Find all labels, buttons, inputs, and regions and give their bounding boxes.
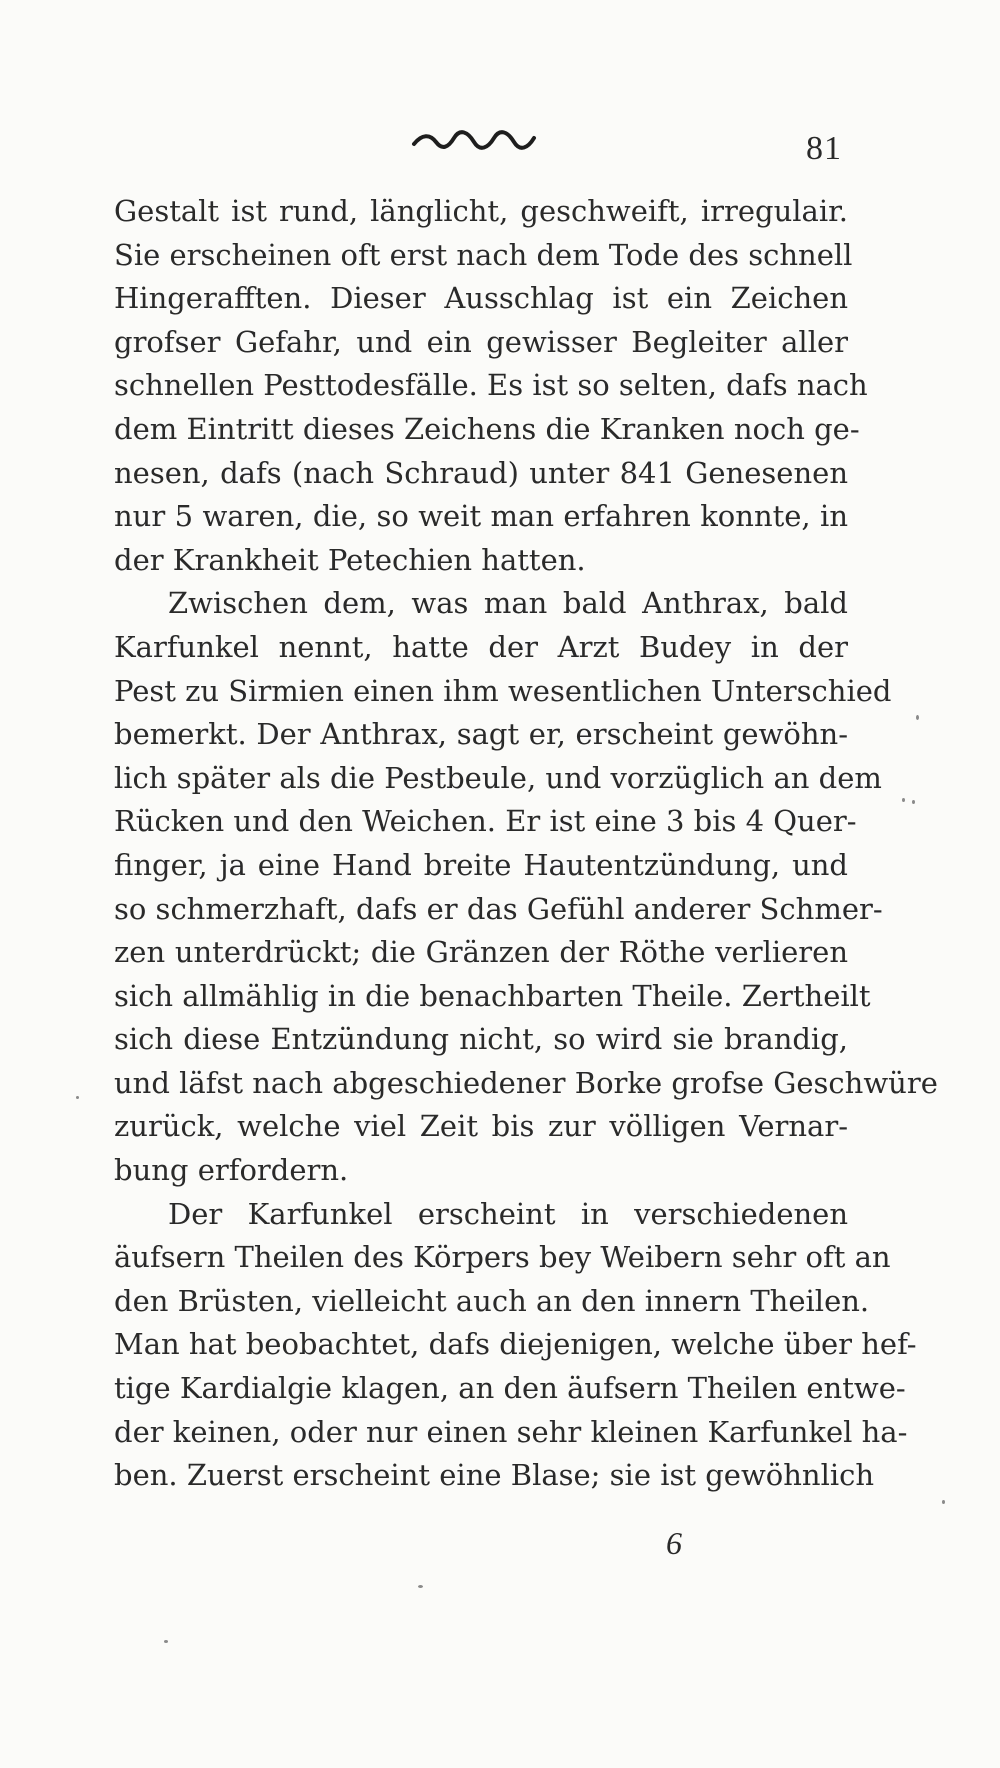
text-line: grofser Gefahr, und ein gewisser Begleiter aller [114, 324, 848, 359]
text-line: dem Eintritt dieses Zeichens die Kranken noch ge- [114, 411, 860, 446]
text-line: so schmerzhaft, dafs er das Gefühl anderer Schmer- [114, 891, 883, 926]
text-line: bung erfordern. [114, 1153, 349, 1188]
paper-speck [942, 1500, 945, 1504]
text-line: sich diese Entzündung nicht, so wird sie brandig, [114, 1022, 848, 1057]
text-line: sich allmählig in die benachbarten Theile. Zertheilt [114, 978, 871, 1013]
paper-speck [76, 1096, 79, 1099]
text-line: ben. Zuerst erscheint eine Blase; sie ist gewöhnlich [114, 1458, 875, 1493]
text-line: Gestalt ist rund, länglicht, geschweift, irregulair. [114, 194, 848, 228]
text-line: tige Kardialgie klagen, an den äufsern Theilen entwe- [114, 1371, 906, 1406]
text-line: Zwischen dem, was man bald Anthrax, bald [168, 586, 848, 621]
text-line: bemerkt. Der Anthrax, sagt er, erscheint gewöhn- [114, 717, 848, 752]
text-line: der Krankheit Petechien hatten. [114, 542, 586, 577]
signature-mark: 6 [666, 1525, 682, 1561]
text-line: nesen, dafs (nach Schraud) unter 841 Genesenen [114, 455, 848, 490]
text-line: Man hat beobachtet, dafs diejenigen, welche über hef- [114, 1327, 917, 1362]
paper-speck [902, 798, 905, 802]
wave-ornament-icon [410, 128, 550, 152]
paper-speck [164, 1640, 168, 1643]
text-line: Der Karfunkel erscheint in verschiedenen [168, 1196, 848, 1231]
paper-speck [418, 1585, 423, 1588]
paper-speck [916, 715, 919, 720]
text-line: zen unterdrückt; die Gränzen der Röthe verlieren [114, 935, 848, 970]
text-line: Rücken und den Weichen. Er ist eine 3 bis 4 Quer- [114, 804, 857, 839]
text-line: Karfunkel nennt, hatte der Arzt Budey in der [114, 629, 848, 664]
page-number: 81 [806, 130, 842, 167]
text-line: und läfst nach abgeschiedener Borke grofse Geschwüre [114, 1065, 938, 1100]
text-line: lich später als die Pestbeule, und vorzüglich an dem [114, 760, 882, 795]
text-line: Sie erscheinen oft erst nach dem Tode des schnell [114, 237, 853, 272]
body-text [114, 190, 938, 1498]
text-line: finger, ja eine Hand breite Hautentzündung, und [114, 847, 848, 882]
text-line: Pest zu Sirmien einen ihm wesentlichen Unterschied [114, 673, 892, 708]
text-line: der keinen, oder nur einen sehr kleinen Karfunkel ha- [114, 1414, 908, 1449]
text-line: den Brüsten, vielleicht auch an den innern Theilen. [114, 1283, 870, 1318]
text-line: Hingerafften. Dieser Ausschlag ist ein Zeichen [114, 281, 848, 316]
text-line: äufsern Theilen des Körpers bey Weibern sehr oft an [114, 1240, 891, 1275]
paper-speck [912, 800, 915, 804]
text-line: zurück, welche viel Zeit bis zur völligen Vernar- [114, 1109, 848, 1144]
text-line: schnellen Pesttodesfälle. Es ist so selten, dafs nach [114, 368, 868, 403]
text-line: nur 5 waren, die, so weit man erfahren konnte, in [114, 499, 848, 534]
